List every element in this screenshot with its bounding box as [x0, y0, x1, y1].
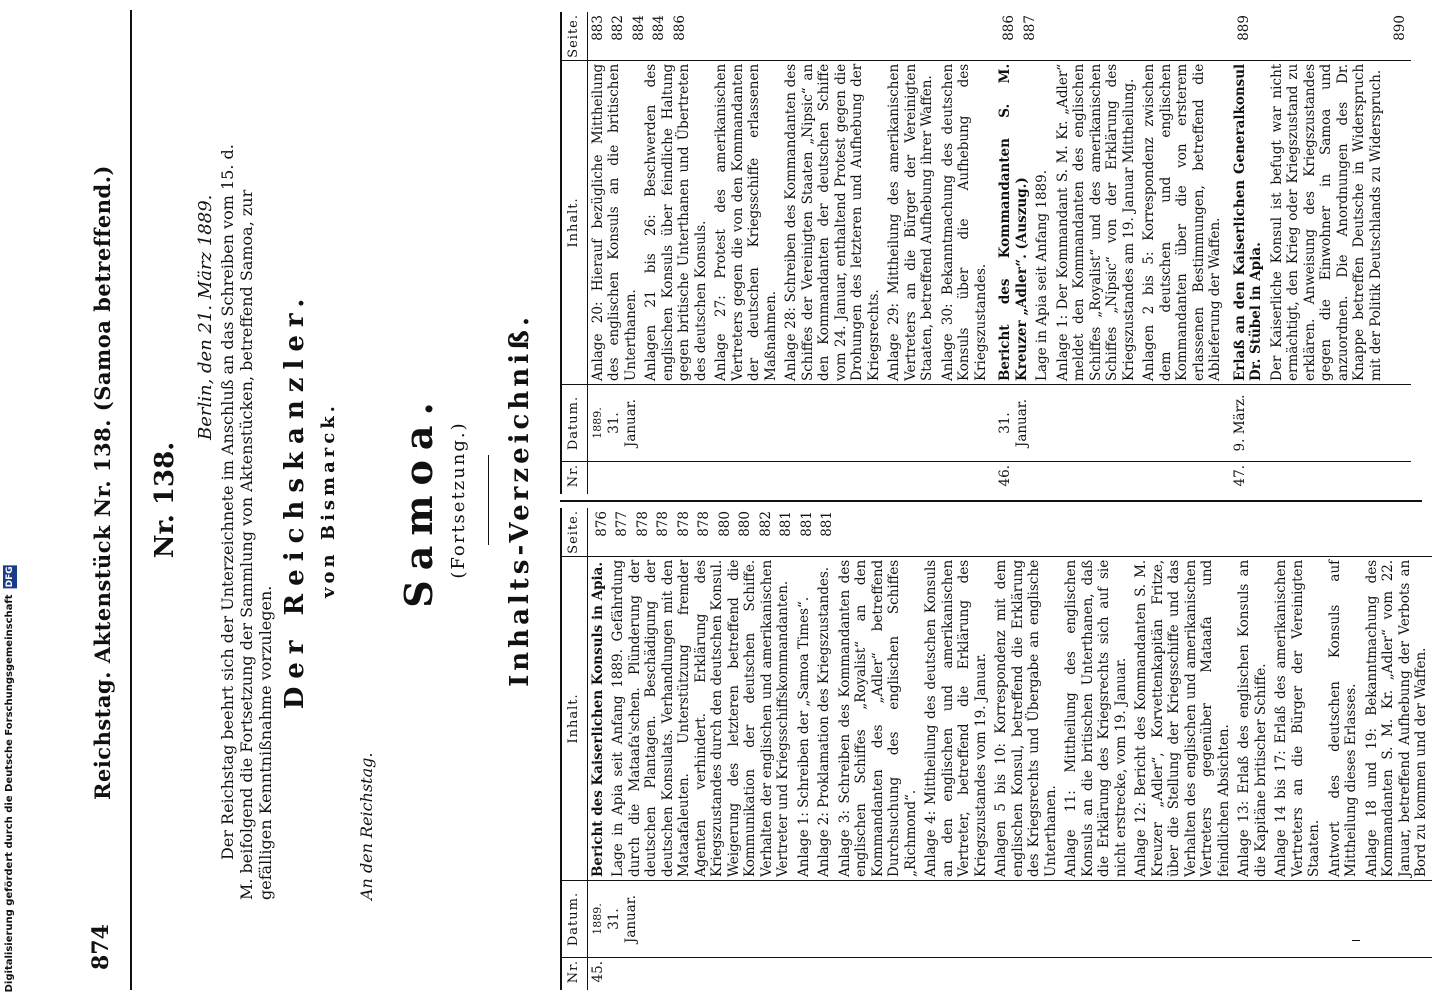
signature-title: Der Reichskanzler. — [280, 290, 310, 710]
entry-date — [995, 385, 1230, 462]
entry-page: 883 — [589, 15, 606, 41]
entry-date — [1390, 385, 1411, 462]
entry-page: 877 — [614, 511, 630, 537]
entry-page: 881 — [819, 511, 835, 537]
digitization-sidebar — [0, 0, 24, 1000]
entry-text: Anlage 14 bis 17: Erlaß des amerikanischen Vertreters an die Bürger der Vereinigten Staaten. — [1273, 559, 1322, 877]
entry-text: Anlage 13: Erlaß des englischen Konsuls an die Kapitäne britischer Schiffe. — [1236, 559, 1269, 877]
margin-tick — [1352, 60, 1360, 61]
table-row — [995, 12, 1230, 494]
entry-content — [587, 556, 1432, 880]
entry-page: 886 — [671, 15, 688, 41]
table-row — [587, 12, 995, 494]
margin-tick — [1352, 940, 1360, 941]
entry-number: 45. — [589, 961, 606, 983]
entry-pages — [995, 12, 1230, 60]
entry-text: Anlagen 2 bis 5: Korrespondenz zwischen dem deutschen und englischen Kommandanten über die von ersterem erlassenen Bestimmungen, betreffend die Ablieferung der Waffen. — [1141, 63, 1223, 381]
entry-text: Der Kaiserliche Konsul ist befugt war nicht ermächtigt, den Krieg oder Kriegszustand zu erklären. Anweisung des Kriegszustandes gegen die Einwohner in Samoa und anzuordnen. Die Anordnungen des Dr. Knappe betreffen Deutsche in Widerspruch mit der Politik Deutschlands zu Widerspruch. — [1268, 63, 1384, 381]
entry-page: 881 — [778, 511, 794, 537]
entry-text: Anlage 2: Proklamation des Kriegszustandes. — [816, 566, 832, 877]
entry-year: 1889. — [590, 903, 604, 935]
entry-text: Erlaß an den Kaiserlichen Generalkonsul Dr. Stübel in Apia. — [1231, 63, 1264, 381]
entry-date-text: 31. Januar. — [606, 398, 639, 448]
entry-text: Anlagen 5 bis 10: Korrespondenz mit dem englischen Konsul, betreffend die Erklärung des Kriegsrechts und Übergabe an englische Unterthanen. — [993, 559, 1059, 877]
entry-pages — [1230, 12, 1391, 60]
dateline: Berlin, den 21. März 1889. — [195, 194, 216, 440]
entry-page: 889 — [1235, 15, 1252, 41]
entry-pages — [587, 508, 1432, 556]
entry-page: 880 — [737, 511, 753, 537]
entry-text: Anlage 30: Bekanntmachung des deutschen Konsuls über die Aufhebung des Kriegszustandes. — [939, 63, 989, 381]
funding-note — [3, 565, 17, 992]
entry-text: Anlage 11: Mittheilung des englischen Konsuls an die britischen Unterthanen, daß die Erklärung des Kriegsrechts sich auf sie nicht erstrecke, vom 19. Januar. — [1063, 559, 1129, 877]
table-row — [1230, 12, 1391, 494]
entry-text: Lage in Apia seit Anfang 1889. — [1034, 169, 1050, 381]
entry-date — [1230, 385, 1391, 462]
short-rule — [488, 455, 489, 545]
entry-text: Bericht des Kommandanten S. M. Kreuzer „Adler“. (Auszug.) — [997, 63, 1030, 381]
left-index-table — [560, 508, 1432, 990]
entry-text: Anlage 1: Der Kommandant S. M. Kr. „Adler“ meldet den Kommandanten des englischen Schiffes „Royalist“ und des amerikanischen Schiffes „Nipsic“ von der Erklärung des Kriegszustandes am 19. Januar Mittheilung. — [1054, 63, 1137, 381]
entry-number — [1390, 462, 1411, 495]
entry-page: 882 — [610, 15, 626, 41]
table-row — [1390, 12, 1411, 494]
dfg-logo-icon: DFG — [5, 565, 15, 587]
col-header-content: Inhalt. — [561, 556, 587, 880]
entry-content — [587, 60, 995, 384]
col-header-page: Seite. — [561, 508, 587, 556]
entry-page: 884 — [630, 15, 647, 41]
entry-text: Bericht des Kaiserlichen Konsuls in Apia. — [589, 561, 606, 877]
entry-text: Lage in Apia seit Anfang 1889. Gefährdung durch die Mataafa'schen. Plünderung der deutschen Plantagen. Beschädigung der deutschen Konsulats. Verhandlungen mit den Mataafaleuten. Unterstützung fremder Agenten verhindert. Erklärung des Kriegszustandes durch den deutschen Konsul. Weigerung des letzteren betreffend die Kommunikation der deutschen Schiffe. Verhalten der englischen und amerikanischen Vertreter und Kriegsschiffskommandanten. — [610, 559, 791, 877]
entry-text: Anlage 12: Bericht des Kommandanten S. M. Kreuzer „Adler“, Korvettenkapitän Fritze, über die Stellung der Kriegsschiffe und das Verhalten des englischen und amerikanischen Vertreters gegenüber Mataafa und feindlichen Absichten. — [1133, 559, 1232, 877]
entry-content — [1230, 60, 1391, 384]
column-divider — [560, 500, 1422, 502]
entry-number: 47. — [1231, 465, 1248, 487]
entry-content — [1390, 60, 1411, 384]
entry-page: 878 — [634, 511, 651, 537]
entry-text: Anlage 3: Schreiben des Kommandanten des englischen Schiffes „Royalist“ an den Kommandanten des „Adler“ betreffend Durchsuchung des englischen Schiffes „Richmond“. — [836, 559, 919, 877]
entry-page: 881 — [798, 511, 815, 537]
page-number: 874 — [88, 924, 114, 970]
entry-page: 878 — [655, 511, 671, 537]
entry-text: Anlage 20: Hierauf bezügliche Mittheilung des englischen Konsuls an die britischen Unterthanen. — [589, 63, 639, 381]
col-header-page: Seite. — [561, 12, 587, 60]
entry-page: 878 — [696, 511, 712, 537]
entry-page: 887 — [1021, 15, 1038, 41]
entry-page: 878 — [675, 511, 692, 537]
entry-number: 46. — [997, 465, 1013, 487]
last-page: 890 — [1390, 12, 1411, 60]
funding-text: Digitalisierung gefördert durch die Deutsche Forschungsgemeinschaft — [4, 594, 15, 992]
entry-text: Anlage 1: Schreiben der „Samoa Times“. — [795, 596, 812, 877]
entry-pages — [587, 12, 995, 60]
entry-page: 886 — [1001, 15, 1017, 41]
entry-page: 884 — [651, 15, 667, 41]
entry-number — [587, 462, 995, 495]
entry-text: Anlage 29: Mittheilung des amerikanischen Vertreters an die Bürger der Vereinigten Staaten, betreffend Aufhebung ihrer Waffen. — [886, 63, 935, 381]
entry-date-text: 9. März. — [1231, 394, 1248, 452]
entry-year: 1889. — [590, 407, 604, 439]
addressee: An den Reichstag. — [357, 752, 376, 900]
table-row — [587, 508, 1432, 990]
col-header-content: Inhalt. — [561, 60, 587, 384]
col-header-date: Datum. — [561, 385, 587, 462]
section-heading: Samoa. — [396, 392, 441, 608]
cover-letter: Der Reichstag beehrt sich der Unterzeichnete im Anschluß an das Schreiben vom 15. d. M. beifolgend die Fortsetzung der Sammlung von Aktenstücken, betreffend Samoa, zur gefälligen Kenntnißnahme vorzulegen. — [218, 144, 275, 900]
col-header-nr: Nr. — [561, 958, 587, 991]
entry-text: Anlage 4: Mittheilung des deutschen Konsuls an den englischen und amerikanischen Vertreter, betreffend die Erklärung des Kriegszustandes vom 19. Januar. — [923, 559, 989, 877]
running-title: Reichstag. Aktenstück Nr. 138. (Samoa betreffend.) — [90, 165, 115, 800]
index-title: Inhalts-Verzeichniß. — [505, 313, 535, 687]
entry-content — [995, 60, 1230, 384]
continuation-note: (Fortsetzung.) — [448, 421, 469, 579]
entry-text: Anlage 27: Protest des amerikanischen Vertreters gegen die von den Kommandanten der deutschen Kriegsschiffe erlassenen Maßnahmen. — [713, 63, 779, 381]
entry-date — [587, 385, 995, 462]
col-header-nr: Nr. — [561, 462, 587, 495]
entry-text: Anlagen 21 bis 26: Beschwerden des englischen Konsuls über feindliche Haltung gegen britische Unterthanen und Übertreten des deutschen Konsuls. — [643, 63, 709, 381]
entry-text: Antwort des deutschen Konsuls auf Mittheilung dieses Erlasses. — [1326, 559, 1359, 877]
header-rule — [130, 10, 132, 990]
entry-text: Anlage 18 und 19: Bekanntmachung des Kommandanten S. M. Kr. „Adler“ vom 22. Januar, betreffend Aufhebung der Verbots an Bord zu kommen und der Waffen. — [1363, 559, 1429, 877]
entry-date — [587, 881, 1432, 958]
col-header-date: Datum. — [561, 881, 587, 958]
entry-text: Anlage 28: Schreiben des Kommandanten des Schiffes der Vereinigten Staaten „Nipsic“ an den Kommandanten der deutschen Schiffe vom 24. Januar, enthaltend Protest gegen die Drohungen des letzteren und Aufhebung der Kriegsrechts. — [783, 63, 882, 381]
signature-name: von Bismarck. — [318, 402, 339, 598]
entry-page: 880 — [716, 511, 733, 537]
left-index-column — [560, 508, 1429, 990]
entry-date-text: 31. Januar. — [606, 894, 639, 944]
entry-page: 882 — [757, 511, 774, 537]
document-number: Nr. 138. — [150, 441, 180, 559]
entry-date-text: 31. Januar. — [997, 398, 1030, 448]
entry-page: 876 — [593, 511, 610, 537]
right-index-column — [560, 12, 1420, 494]
right-index-table — [560, 12, 1411, 494]
